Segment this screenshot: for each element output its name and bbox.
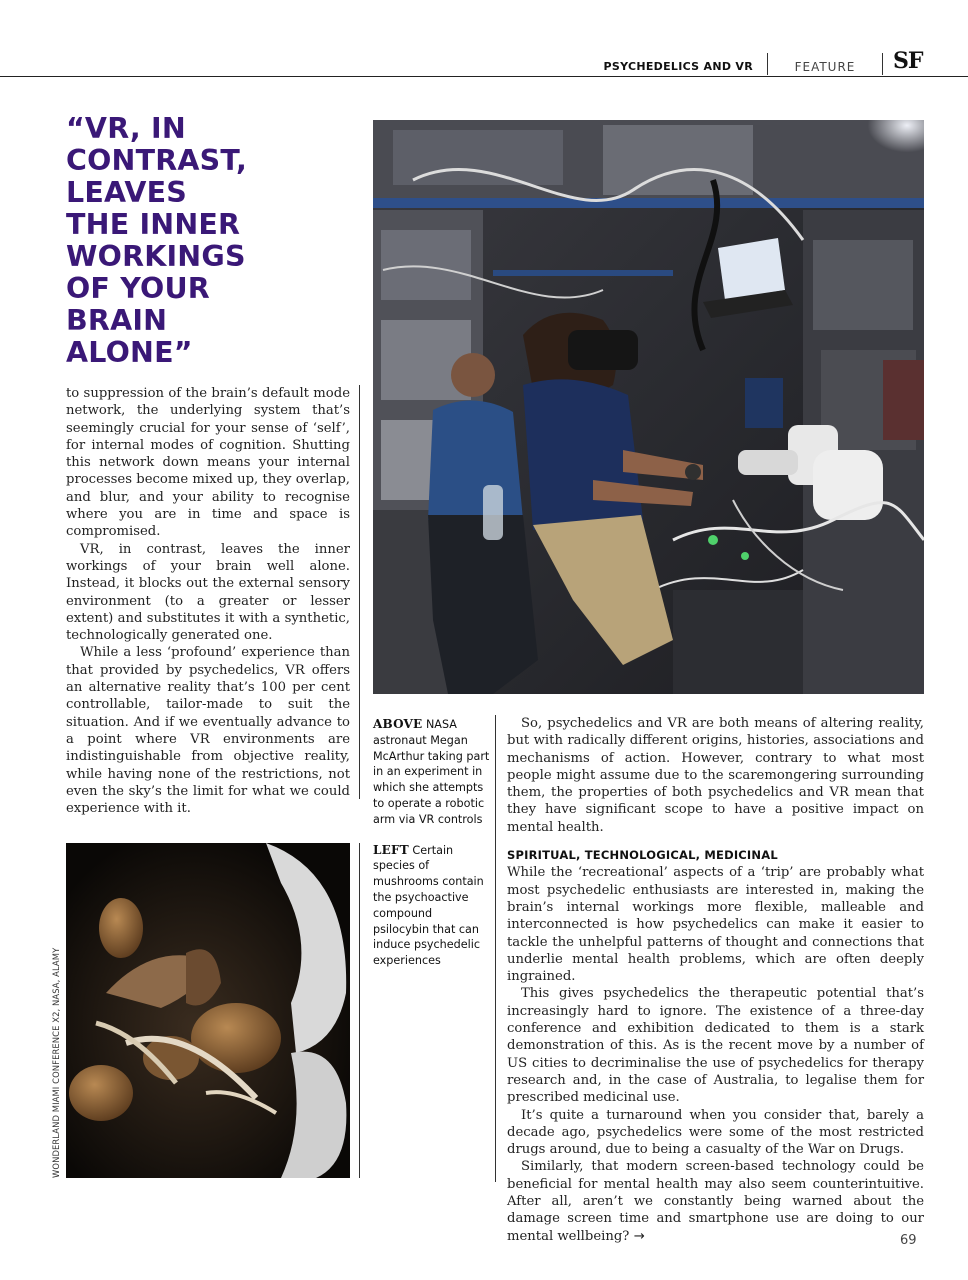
paragraph: VR, in contrast, leaves the inner workings of your brain well alone. Instead, it blocks out the external sensory environment (to a greater or lesser extent) and substitutes it with a synthetic, technologically generated one. xyxy=(66,541,350,644)
caption-above xyxy=(373,717,491,828)
paragraph: While a less ‘profound’ experience than that provided by psychedelics, VR offers an alternative reality that’s 100 per cent controllable, tailor-made to suit the situation. And if we eventually advance to a point where VR environments are indistinguishable from objective reality, while having none of the restrictions, not even the sky’s the limit for what we could experience with it. xyxy=(66,645,350,817)
paragraph: This gives psychedelics the therapeutic potential that’s increasingly hard to ignore. The existence of a three-day conference and exhibition dedicated to them is a stark demonstration of this. As is the recent move by a number of US cities to decriminalise the use of psychedelics for therapy research and, in the case of Australia, to legalise them for prescribed medicinal use. xyxy=(507,986,924,1106)
column-rule xyxy=(359,385,360,799)
paragraph xyxy=(507,1158,924,1244)
pull-quote: “VR, IN CONTRAST, LEAVES THE INNER WORKINGS OF YOUR BRAIN ALONE” xyxy=(66,112,247,369)
photo-credit: WONDERLAND MIAMI CONFERENCE X2, NASA, ALAMY xyxy=(51,947,61,1178)
paragraph: to suppression of the brain’s default mode network, the underlying system that’s seemingly crucial for your sense of ‘self’, for internal modes of cognition. Shutting this network down means your internal processes become mixed up, they overlap, and blur, and your ability to recognise where you are in time and space is compromised. xyxy=(66,386,350,540)
header-divider xyxy=(767,53,768,75)
paragraph: It’s quite a turnaround when you consider that, barely a decade ago, psychedelics were some of the most restricted drugs around, due to being a casualty of the War on Drugs. xyxy=(507,1107,924,1158)
column-rule xyxy=(495,715,496,1182)
category-label: FEATURE xyxy=(794,60,856,74)
page-number: 69 xyxy=(900,1233,917,1248)
caption-lead: ABOVE xyxy=(373,717,423,731)
continue-arrow-icon: → xyxy=(633,1228,645,1244)
header-rule xyxy=(0,76,968,77)
column-rule xyxy=(359,843,360,1178)
caption-text: Certain species of mushrooms contain the psychoactive compound psilocybin that can induce psychedelic experiences xyxy=(373,843,484,968)
paragraph-text: Similarly, that modern screen-based technology could be beneficial for mental health may also seem counterintuitive. After all, aren’t we constantly being warned about the damage screen time and smartphone use are doing to our mental wellbeing? xyxy=(507,1159,924,1244)
section-title: PSYCHEDELICS AND VR xyxy=(603,60,753,73)
caption-left xyxy=(373,843,491,969)
psilocybin-mushrooms-photo xyxy=(66,843,350,1178)
body-column-right xyxy=(507,715,924,1245)
header-divider xyxy=(882,53,883,75)
subheading: SPIRITUAL, TECHNOLOGICAL, MEDICINAL xyxy=(507,848,778,863)
paragraph: While the ‘recreational’ aspects of a ‘trip’ are probably what most psychedelic enthusiasts are interested in, making the brain’s internal workings more flexible, malleable and interconnected is how psychedelics can make it easier to tackle the unhelpful patterns of thought and connections that underlie mental health problems, which are often deeply ingrained. xyxy=(507,865,924,985)
body-column-left xyxy=(66,385,350,817)
paragraph: So, psychedelics and VR are both means of altering reality, but with radically different origins, histories, associations and mechanisms of action. However, contrary to what most people might assume due to the scaremongering surrounding them, the properties of both psychedelics and VR mean that they have significant scope to have a positive impact on mental health. xyxy=(507,716,924,835)
photo-captions xyxy=(373,717,491,984)
iss-vr-experiment-photo xyxy=(373,120,924,694)
magazine-logo: SF xyxy=(893,48,923,74)
caption-lead: LEFT xyxy=(373,842,409,857)
caption-text: NASA astronaut Megan McArthur taking part in an experiment in which she attempts to operate a robotic arm via VR controls xyxy=(373,718,490,826)
